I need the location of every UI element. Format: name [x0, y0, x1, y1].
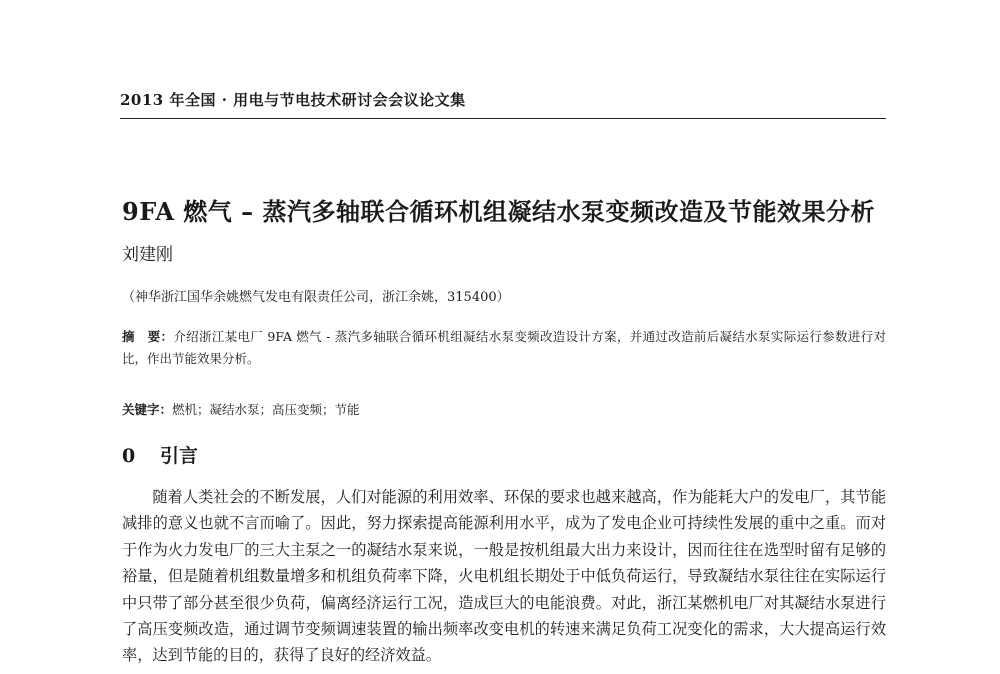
running-header: 2013 年全国 · 用电与节电技术研讨会会议论文集 [120, 91, 466, 109]
abstract-label: 摘 要： [122, 329, 174, 344]
keywords-text: 燃机；凝结水泵；高压变频；节能 [172, 402, 360, 417]
abstract-text: 介绍浙江某电厂 9FA 燃气 - 蒸汽多轴联合循环机组凝结水泵变频改造设计方案，并通过改造前后凝结水泵实际运行参数进行对比，作出节能效果分析。 [122, 329, 886, 366]
keywords-label: 关键字： [122, 402, 173, 417]
author-affiliation: （神华浙江国华余姚燃气发电有限责任公司，浙江余姚，315400） [122, 290, 510, 305]
keywords [122, 400, 360, 418]
section-number: 0 [122, 445, 136, 467]
section-title: 引言 [160, 445, 199, 467]
paper-title: 9FA 燃气 – 蒸汽多轴联合循环机组凝结水泵变频改造及节能效果分析 [122, 197, 876, 226]
author-name: 刘建刚 [122, 245, 173, 265]
section-heading [122, 441, 198, 468]
body-paragraph: 随着人类社会的不断发展，人们对能源的利用效率、环保的要求也越来越高，作为能耗大户的发电厂，其节能减排的意义也就不言而喻了。因此，努力探索提高能源利用水平，成为了发电企业可持续性发展的重中之重。而对于作为火力发电厂的三大主泵之一的凝结水泵来说，一般是按机组最大出力来设计，因而往往在选型时留有足够的裕量，但是随着机组数量增多和机组负荷率下降，火电机组长期处于中低负荷运行，导致凝结水泵往往在实际运行中只带了部分甚至很少负荷，偏离经济运行工况，造成巨大的电能浪费。对此，浙江某燃机电厂对其凝结水泵进行了高压变频改造，通过调节变频调速装置的输出频率改变电机的转速来满足负荷工况变化的需求，大大提高运行效率，达到节能的目的，获得了良好的经济效益。 [122, 488, 886, 665]
abstract [122, 326, 886, 370]
header-rule [120, 118, 886, 119]
